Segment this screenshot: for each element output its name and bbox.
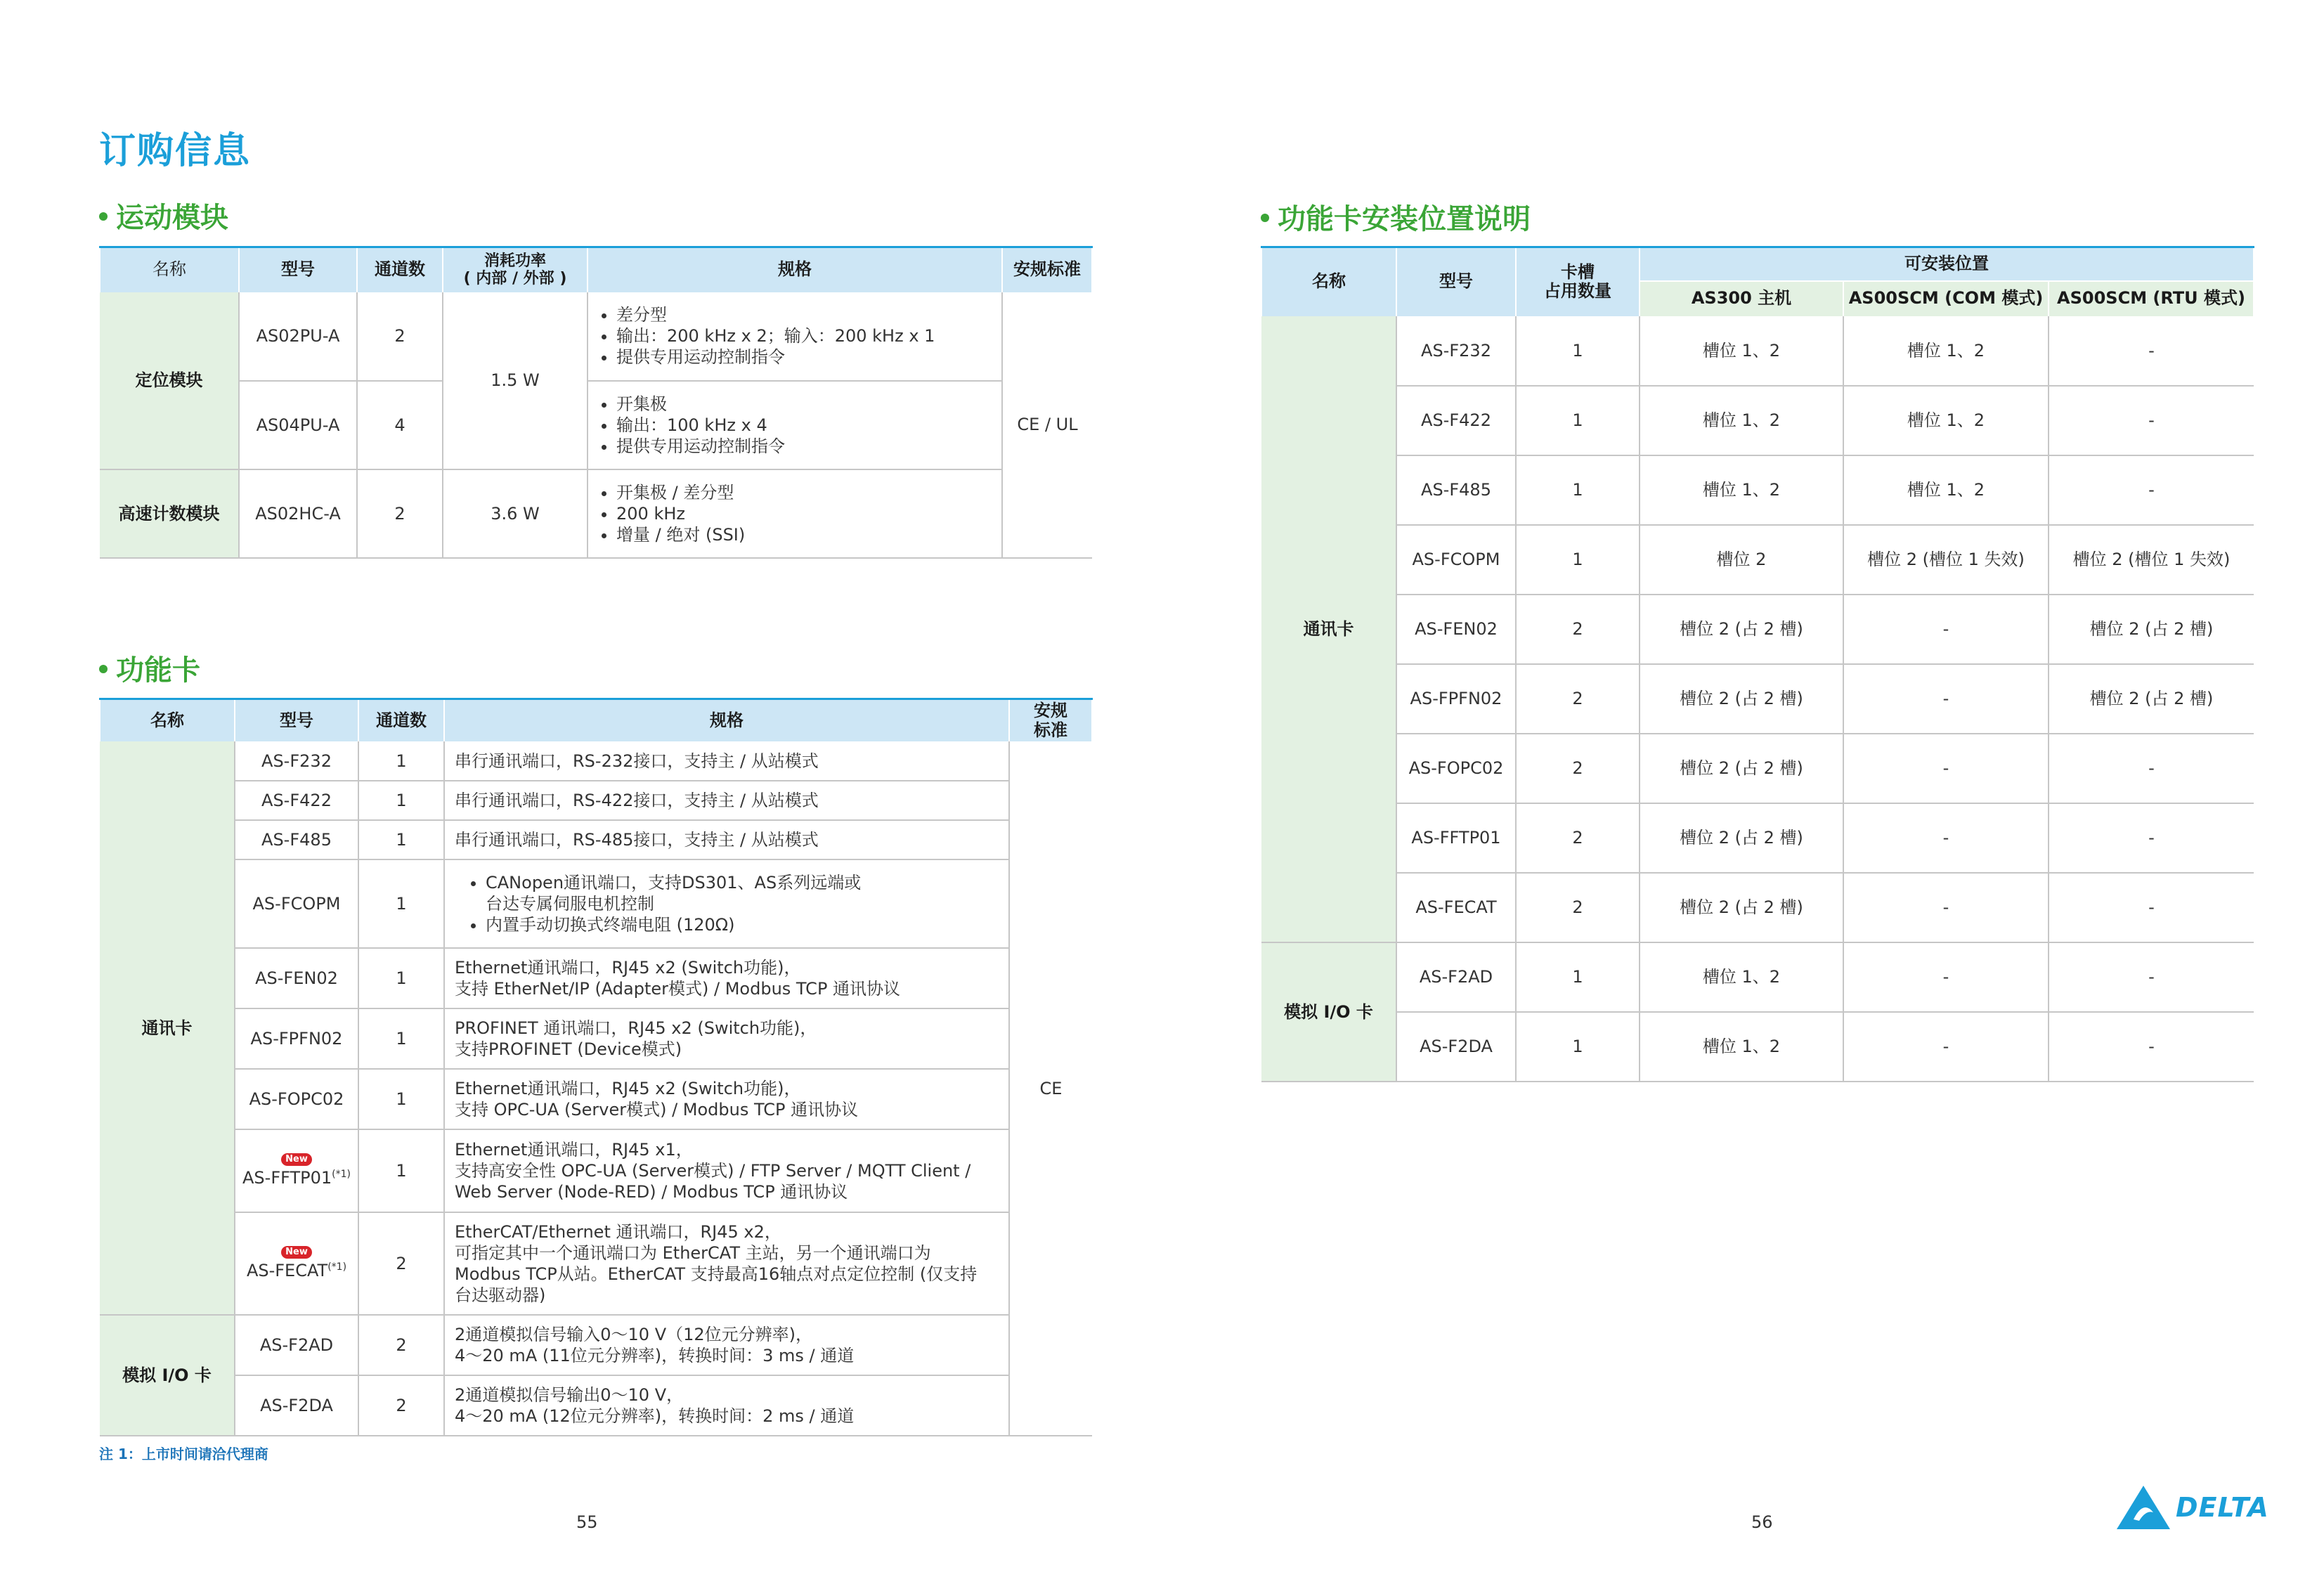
table-row <box>100 741 1092 781</box>
bullet-icon <box>99 212 108 221</box>
spec-cell <box>588 381 1002 469</box>
model-label: AS-FECAT <box>246 1261 328 1281</box>
slots-cell: 1 <box>1516 525 1640 595</box>
spec-item: • 开集极 <box>616 394 994 415</box>
header-name: 名称 <box>100 247 239 292</box>
header-model: 型号 <box>239 247 357 292</box>
channels-cell: 2 <box>357 469 443 558</box>
model-cell <box>235 1375 358 1436</box>
as00scm-rtu-cell: - <box>2049 386 2254 455</box>
standard-cell: CE <box>1009 741 1092 1436</box>
spec-item: • 差分型 <box>616 304 994 325</box>
as300-cell: 槽位 2 (占 2 槽) <box>1640 873 1843 942</box>
table-row <box>100 781 1092 820</box>
spec-item: • 输出：200 kHz x 2；输入：200 kHz x 1 <box>616 325 994 346</box>
header-model: 型号 <box>235 699 358 742</box>
group-name: 模拟 I/O 卡 <box>100 1315 235 1436</box>
model-cell: AS-F485 <box>1396 455 1516 525</box>
header-standard: 安规 标准 <box>1009 699 1092 742</box>
table-row <box>100 1129 1092 1212</box>
model-label: AS-F232 <box>261 751 332 771</box>
as00scm-rtu-cell: - <box>2049 1012 2254 1082</box>
table-row <box>1261 316 2254 386</box>
channels-cell: 2 <box>358 1315 444 1375</box>
as00scm-com-cell: 槽位 1、2 <box>1843 316 2049 386</box>
model-label: AS-FEN02 <box>255 968 338 989</box>
slots-cell: 1 <box>1516 455 1640 525</box>
model-label: AS-F2AD <box>259 1335 334 1356</box>
as00scm-com-cell: - <box>1843 873 2049 942</box>
spec-cell: 串行通讯端口，RS-485接口，支持主 / 从站模式 <box>444 820 1009 859</box>
model-label: AS-FFTP01 <box>242 1168 332 1188</box>
model-cell: AS-F232 <box>1396 316 1516 386</box>
model-label: AS-FPFN02 <box>250 1029 343 1049</box>
spec-list <box>598 394 994 457</box>
model-label: AS-F422 <box>261 791 332 811</box>
as300-cell: 槽位 2 (占 2 槽) <box>1640 664 1843 734</box>
model-cell <box>235 741 358 781</box>
model-cell: AS-FPFN02 <box>1396 664 1516 734</box>
new-badge: New <box>281 1153 312 1166</box>
as00scm-com-cell: - <box>1843 1012 2049 1082</box>
slots-cell: 1 <box>1516 386 1640 455</box>
table-row <box>100 948 1092 1008</box>
footnote-ref: (*1) <box>332 1169 351 1181</box>
slots-cell: 1 <box>1516 316 1640 386</box>
slots-cell: 2 <box>1516 803 1640 873</box>
as00scm-com-cell: 槽位 1、2 <box>1843 455 2049 525</box>
channels-cell: 1 <box>358 741 444 781</box>
header-spec: 规格 <box>588 247 1002 292</box>
model-cell <box>235 1069 358 1129</box>
model-label: AS-F2DA <box>260 1396 333 1416</box>
model-cell <box>235 1008 358 1069</box>
header-spec: 规格 <box>444 699 1009 742</box>
table-row <box>1261 942 2254 1012</box>
table-row <box>1261 803 2254 873</box>
page-number-left: 55 <box>576 1512 598 1532</box>
as00scm-rtu-cell: 槽位 2 (占 2 槽) <box>2049 664 2254 734</box>
group-name: 模拟 I/O 卡 <box>1261 942 1396 1082</box>
header-positions: 可安装位置 <box>1640 247 2254 281</box>
table-row <box>1261 525 2254 595</box>
table-row <box>1261 595 2254 664</box>
slots-cell: 2 <box>1516 734 1640 803</box>
model-label: AS-FOPC02 <box>249 1089 344 1110</box>
group-name: 定位模块 <box>100 292 239 469</box>
model-label: AS-F485 <box>261 830 332 850</box>
model-cell: AS04PU-A <box>239 381 357 469</box>
spec-cell <box>588 292 1002 381</box>
header-as300: AS300 主机 <box>1640 281 1843 316</box>
channels-cell: 2 <box>357 292 443 381</box>
model-cell: AS-F2AD <box>1396 942 1516 1012</box>
model-cell: AS-FEN02 <box>1396 595 1516 664</box>
model-cell <box>235 948 358 1008</box>
as300-cell: 槽位 1、2 <box>1640 1012 1843 1082</box>
model-cell <box>235 1212 358 1315</box>
slots-cell: 2 <box>1516 595 1640 664</box>
table-row <box>1261 386 2254 455</box>
header-power: 消耗功率 ( 内部 / 外部 ) <box>443 247 588 292</box>
page-title: 订购信息 <box>99 130 252 172</box>
model-cell: AS-FECAT <box>1396 873 1516 942</box>
as00scm-com-cell: - <box>1843 734 2049 803</box>
delta-logo <box>2115 1483 2284 1532</box>
channels-cell: 1 <box>358 859 444 948</box>
spec-cell: Ethernet通讯端口，RJ45 x1， 支持高安全性 OPC-UA (Server模式) / FTP Server / MQTT Client / Web Server (Node-RED) / Modbus TCP 通讯协议 <box>444 1129 1009 1212</box>
as00scm-rtu-cell: - <box>2049 803 2254 873</box>
spec-item: • 200 kHz <box>616 503 994 524</box>
bullet-icon <box>1261 214 1269 222</box>
as00scm-com-cell: - <box>1843 803 2049 873</box>
slots-cell: 1 <box>1516 1012 1640 1082</box>
model-cell: AS-FOPC02 <box>1396 734 1516 803</box>
table-row <box>100 1069 1092 1129</box>
spec-cell: PROFINET 通讯端口，RJ45 x2 (Switch功能)， 支持PROFINET (Device模式) <box>444 1008 1009 1069</box>
channels-cell: 1 <box>358 781 444 820</box>
install-position-table <box>1261 246 2254 1082</box>
spec-item: • 提供专用运动控制指令 <box>616 346 994 368</box>
power-cell: 1.5 W <box>443 292 588 469</box>
as00scm-com-cell: 槽位 2 (槽位 1 失效) <box>1843 525 2049 595</box>
as00scm-rtu-cell: 槽位 2 (槽位 1 失效) <box>2049 525 2254 595</box>
table-row <box>1261 1012 2254 1082</box>
header-name: 名称 <box>100 699 235 742</box>
table-row <box>100 1008 1092 1069</box>
model-cell: AS02HC-A <box>239 469 357 558</box>
channels-cell: 1 <box>358 1069 444 1129</box>
channels-cell: 2 <box>358 1212 444 1315</box>
spec-cell <box>588 469 1002 558</box>
model-cell <box>235 820 358 859</box>
as300-cell: 槽位 2 (占 2 槽) <box>1640 803 1843 873</box>
as300-cell: 槽位 2 <box>1640 525 1843 595</box>
as00scm-com-cell: - <box>1843 595 2049 664</box>
table-row <box>1261 664 2254 734</box>
table-row <box>100 1315 1092 1375</box>
model-cell: AS-F422 <box>1396 386 1516 455</box>
table-row <box>100 381 1092 469</box>
page-number-right: 56 <box>1751 1512 1773 1532</box>
header-channels: 通道数 <box>358 699 444 742</box>
spec-item: • 输出：100 kHz x 4 <box>616 415 994 436</box>
header-standard: 安规标准 <box>1002 247 1092 292</box>
spec-cell: 串行通讯端口，RS-232接口，支持主 / 从站模式 <box>444 741 1009 781</box>
as00scm-rtu-cell: - <box>2049 734 2254 803</box>
spec-item: • CANopen通讯端口，支持DS301、AS系列远端或 台达专属伺服电机控制 <box>486 872 1001 914</box>
section-heading-motion: 运动模块 <box>99 195 228 235</box>
spec-list <box>598 304 994 368</box>
table-row <box>100 292 1092 381</box>
channels-cell: 1 <box>358 948 444 1008</box>
logo-text: DELTA <box>2176 1492 2269 1523</box>
as00scm-rtu-cell: 槽位 2 (占 2 槽) <box>2049 595 2254 664</box>
new-badge: New <box>281 1246 312 1259</box>
model-cell: AS-FFTP01 <box>1396 803 1516 873</box>
as300-cell: 槽位 2 (占 2 槽) <box>1640 595 1843 664</box>
as300-cell: 槽位 2 (占 2 槽) <box>1640 734 1843 803</box>
header-as00scm-rtu: AS00SCM (RTU 模式) <box>2049 281 2254 316</box>
as00scm-rtu-cell: - <box>2049 455 2254 525</box>
as00scm-com-cell: - <box>1843 664 2049 734</box>
spec-list <box>455 872 1001 935</box>
table-row <box>1261 455 2254 525</box>
section-heading-function-card: 功能卡 <box>99 648 200 688</box>
header-name: 名称 <box>1261 247 1396 316</box>
spec-cell: 2通道模拟信号输出0～10 V， 4～20 mA (12位元分辨率)，转换时间：2 ms / 通道 <box>444 1375 1009 1436</box>
spec-item: • 开集极 / 差分型 <box>616 482 994 503</box>
standard-cell: CE / UL <box>1002 292 1092 558</box>
channels-cell: 2 <box>358 1375 444 1436</box>
as00scm-rtu-cell: - <box>2049 316 2254 386</box>
slots-cell: 2 <box>1516 873 1640 942</box>
slots-cell: 1 <box>1516 942 1640 1012</box>
header-model: 型号 <box>1396 247 1516 316</box>
section-heading-install: 功能卡安装位置说明 <box>1261 197 1531 237</box>
table-row <box>100 820 1092 859</box>
spec-item: • 内置手动切换式终端电阻 (120Ω) <box>486 914 1001 935</box>
model-cell: AS02PU-A <box>239 292 357 381</box>
delta-triangle-icon <box>2115 1484 2172 1531</box>
bullet-icon <box>99 665 108 673</box>
function-card-table <box>99 698 1093 1436</box>
power-cell: 3.6 W <box>443 469 588 558</box>
table-row <box>1261 734 2254 803</box>
group-name: 高速计数模块 <box>100 469 239 558</box>
spec-item: • 增量 / 绝对 (SSI) <box>616 524 994 545</box>
as00scm-com-cell: 槽位 1、2 <box>1843 386 2049 455</box>
channels-cell: 4 <box>357 381 443 469</box>
channels-cell: 1 <box>358 820 444 859</box>
as300-cell: 槽位 1、2 <box>1640 942 1843 1012</box>
spec-cell: Ethernet通讯端口，RJ45 x2 (Switch功能)， 支持 EtherNet/IP (Adapter模式) / Modbus TCP 通讯协议 <box>444 948 1009 1008</box>
header-as00scm-com: AS00SCM (COM 模式) <box>1843 281 2049 316</box>
model-cell <box>235 1129 358 1212</box>
table-row <box>100 1375 1092 1436</box>
motion-module-table <box>99 246 1093 559</box>
spec-cell: 串行通讯端口，RS-422接口，支持主 / 从站模式 <box>444 781 1009 820</box>
model-cell: AS-FCOPM <box>1396 525 1516 595</box>
model-cell <box>235 859 358 948</box>
table-row <box>1261 873 2254 942</box>
as300-cell: 槽位 1、2 <box>1640 455 1843 525</box>
table-row <box>100 469 1092 558</box>
footnote-ref: (*1) <box>327 1261 347 1273</box>
table-row <box>100 1212 1092 1315</box>
model-cell <box>235 1315 358 1375</box>
group-name: 通讯卡 <box>1261 316 1396 942</box>
as300-cell: 槽位 1、2 <box>1640 316 1843 386</box>
spec-cell: Ethernet通讯端口，RJ45 x2 (Switch功能)， 支持 OPC-UA (Server模式) / Modbus TCP 通讯协议 <box>444 1069 1009 1129</box>
spec-cell <box>444 859 1009 948</box>
as00scm-rtu-cell: - <box>2049 942 2254 1012</box>
header-slots: 卡槽 占用数量 <box>1516 247 1640 316</box>
group-name: 通讯卡 <box>100 741 235 1315</box>
header-channels: 通道数 <box>357 247 443 292</box>
footnote: 注 1：上市时间请洽代理商 <box>99 1446 268 1462</box>
spec-list <box>598 482 994 545</box>
as300-cell: 槽位 1、2 <box>1640 386 1843 455</box>
slots-cell: 2 <box>1516 664 1640 734</box>
channels-cell: 1 <box>358 1129 444 1212</box>
model-label: AS-FCOPM <box>252 894 341 914</box>
model-cell: AS-F2DA <box>1396 1012 1516 1082</box>
spec-cell: EtherCAT/Ethernet 通讯端口，RJ45 x2， 可指定其中一个通讯端口为 EtherCAT 主站，另一个通讯端口为 Modbus TCP从站。EtherCAT 支持最高16轴点对点定位控制 (仅支持 台达驱动器) <box>444 1212 1009 1315</box>
as00scm-com-cell: - <box>1843 942 2049 1012</box>
as00scm-rtu-cell: - <box>2049 873 2254 942</box>
channels-cell: 1 <box>358 1008 444 1069</box>
table-row <box>100 859 1092 948</box>
model-cell <box>235 781 358 820</box>
spec-cell: 2通道模拟信号输入0～10 V（12位元分辨率)， 4～20 mA (11位元分辨率)，转换时间：3 ms / 通道 <box>444 1315 1009 1375</box>
spec-item: • 提供专用运动控制指令 <box>616 436 994 457</box>
